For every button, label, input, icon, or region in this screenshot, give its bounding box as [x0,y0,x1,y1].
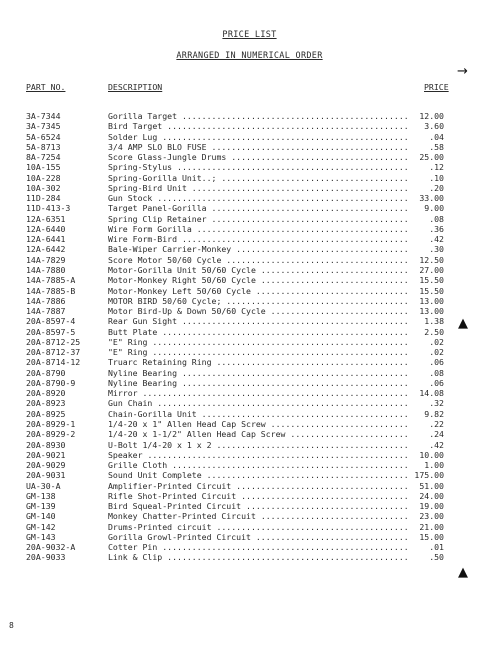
part-price: .06 [429,357,444,368]
part-description: Monkey Chatter-Printed Circuit ..... [108,511,410,521]
part-description: Motor-Monkey Right 50/60 Cycle ..... [108,275,410,285]
part-number: 20A-8920 [26,388,66,399]
part-description: Gun Chain ..... [108,398,410,408]
part-description: Speaker ..... [108,450,410,460]
part-number: GM-139 [26,501,56,512]
part-description: Nyline Bearing ..... [108,368,410,378]
part-description: U-Bolt 1/4-20 x 1 x 2 ..... [108,440,410,450]
part-price: 13.00 [419,295,444,306]
table-row [0,193,499,203]
part-number: 20A-8923 [26,398,66,409]
part-price: .01 [429,542,444,553]
part-number: 12A-6441 [26,234,66,245]
part-price: 9.00 [424,203,444,214]
part-description: Drums-Printed circuit ..... [108,522,410,532]
part-description: Butt Plate ..... [108,327,410,337]
part-price: 15.00 [419,531,444,542]
column-header-description: DESCRIPTION [108,82,163,92]
table-row [0,357,499,367]
table-row [0,224,499,234]
part-description: MOTOR BIRD 50/60 Cycle; ..... [108,296,410,306]
part-description: 3/4 AMP SLO BLO FUSE ..... [108,142,410,152]
table-row [0,522,499,532]
part-number: 20A-8790 [26,367,66,378]
part-number: 20A-8597-4 [26,316,76,327]
part-price: 12.50 [419,254,444,265]
table-row [0,440,499,450]
part-number: 20A-8597-5 [26,326,76,337]
part-price: .22 [429,418,444,429]
binder-hole-mark-middle: ▲ [458,316,468,331]
part-number: 11D-284 [26,193,61,204]
table-row [0,378,499,388]
part-price: .10 [429,172,444,183]
part-description: Rear Gun Sight ..... [108,316,410,326]
part-price: .04 [429,131,444,142]
part-description: Truarc Retaining Ring ..... [108,357,410,367]
price-table [0,111,499,563]
part-price: .02 [429,347,444,358]
part-description: "E" Ring ..... [108,337,410,347]
table-row [0,460,499,470]
table-row [0,327,499,337]
part-price: .24 [429,429,444,440]
part-description: Gun Stock ..... [108,193,410,203]
table-row [0,409,499,419]
table-row [0,183,499,193]
table-row [0,542,499,552]
page-number: 8 [9,621,14,630]
part-number: 3A-7344 [26,111,61,121]
table-row [0,152,499,162]
part-price: 23.00 [419,511,444,522]
part-description: Cotter Pin ..... [108,542,410,552]
part-number: 20A-9032-A [26,542,76,553]
part-price: .08 [429,213,444,224]
part-price: 24.00 [419,490,444,501]
table-row [0,532,499,542]
part-price: 25.00 [419,152,444,163]
part-description: Score Glass-Jungle Drums ..... [108,152,410,162]
part-number: 20A-8925 [26,408,66,419]
part-number: 5A-6524 [26,131,61,142]
part-price: 33.00 [419,193,444,204]
part-description: Grille Cloth ..... [108,460,410,470]
part-price: .58 [429,141,444,152]
part-description: Target Panel-Gorilla ..... [108,203,410,213]
part-description: "E" Ring ..... [108,347,410,357]
part-price: 175.00 [414,470,444,481]
page-title: PRICE LIST [222,30,277,40]
part-description: Wire Form Gorilla ..... [108,224,410,234]
part-price: .02 [429,336,444,347]
part-number: 20A-8790-9 [26,377,76,388]
part-price: .06 [429,377,444,388]
table-row [0,398,499,408]
part-price: 10.00 [419,449,444,460]
table-row [0,347,499,357]
part-number: 10A-302 [26,182,61,193]
part-number: 8A-7254 [26,152,61,163]
part-number: GM-138 [26,490,56,501]
table-row [0,419,499,429]
part-description: Mirror ..... [108,388,410,398]
part-price: .08 [429,367,444,378]
part-number: 20A-8712-37 [26,347,81,358]
part-price: .36 [429,223,444,234]
page-subtitle: ARRANGED IN NUMERICAL ORDER [176,51,323,61]
part-price: 12.00 [419,111,444,121]
part-number: 10A-228 [26,172,61,183]
table-row [0,203,499,213]
table-row [0,306,499,316]
table-row [0,286,499,296]
part-number: GM-143 [26,531,56,542]
part-description: Chain-Gorilla Unit ..... [108,409,410,419]
table-row [0,255,499,265]
part-price: 1.38 [424,316,444,327]
part-price: 21.00 [419,521,444,532]
part-number: 5A-8713 [26,141,61,152]
part-number: 10A-155 [26,162,61,173]
part-description: Rifle Shot-Printed Circuit ..... [108,491,410,501]
part-price: 14.08 [419,388,444,399]
part-price: 3.60 [424,121,444,132]
part-description: Solder Lug ..... [108,132,410,142]
part-number: 20A-8929-2 [26,429,76,440]
part-description: Motor Bird-Up & Down 50/60 Cycle ..... [108,306,410,316]
part-description: Spring-Gorilla Unit..; ..... [108,173,410,183]
part-number: 14A-7886 [26,295,66,306]
part-description: Link & Clip ..... [108,552,410,562]
part-price: 9.82 [424,408,444,419]
part-number: 14A-7885-A [26,275,76,286]
table-row [0,244,499,254]
table-row [0,481,499,491]
column-header-part: PART NO. [26,82,66,92]
part-number: 20A-8930 [26,439,66,450]
table-row [0,337,499,347]
part-number: 20A-9021 [26,449,66,460]
part-number: GM-140 [26,511,56,522]
part-description: Motor-Monkey Left 50/60 Cycle ..... [108,286,410,296]
part-number: 12A-6440 [26,223,66,234]
table-row [0,111,499,121]
table-row [0,121,499,131]
part-number: GM-142 [26,521,56,532]
part-price: .30 [429,244,444,255]
part-price: 27.00 [419,264,444,275]
part-description: Gorilla Growl-Printed Circuit ..... [108,532,410,542]
part-price: 19.00 [419,501,444,512]
part-description: Bird Squeal-Printed Circuit ..... [108,501,410,511]
part-number: 14A-7885-B [26,285,76,296]
part-description: Wire Form-Bird ..... [108,234,410,244]
part-price: .32 [429,398,444,409]
part-description: Spring-Stylus ..... [108,162,410,172]
part-number: 20A-9029 [26,460,66,471]
table-row [0,388,499,398]
table-row [0,501,499,511]
part-number: 20A-9031 [26,470,66,481]
table-row [0,552,499,562]
table-row [0,296,499,306]
column-header-price: PRICE [424,82,449,92]
part-description: Score Motor 50/60 Cycle ..... [108,255,410,265]
part-price: .20 [429,182,444,193]
table-row [0,275,499,285]
part-description: Gorilla Target ..... [108,111,410,121]
part-number: 14A-7887 [26,306,66,317]
part-price: .12 [429,162,444,173]
part-number: UA-30-A [26,480,61,491]
part-number: 20A-9033 [26,552,66,563]
part-number: 3A-7345 [26,121,61,132]
table-row [0,132,499,142]
part-number: 20A-8929-1 [26,418,76,429]
part-price: .50 [429,552,444,563]
part-price: 13.00 [419,306,444,317]
table-row [0,368,499,378]
part-description: 1/4-20 x 1" Allen Head Cap Screw ..... [108,419,410,429]
part-description: Spring Clip Retainer ..... [108,214,410,224]
table-row [0,491,499,501]
table-row [0,234,499,244]
part-description: Nyline Bearing ..... [108,378,410,388]
table-row [0,214,499,224]
part-price: 1.00 [424,460,444,471]
part-price: .42 [429,439,444,450]
table-row [0,511,499,521]
binder-hole-mark-bottom: ▲ [458,565,468,580]
part-number: 11D-413-3 [26,203,71,214]
binder-hole-mark-top: → [457,64,468,79]
table-row [0,142,499,152]
part-number: 14A-7829 [26,254,66,265]
part-description: Bale-Wiper Carrier-Monkey ..... [108,244,410,254]
part-price: 51.00 [419,480,444,491]
table-row [0,450,499,460]
part-description: Sound Unit Complete ..... [108,470,410,480]
table-row [0,162,499,172]
part-price: .42 [429,234,444,245]
part-number: 12A-6442 [26,244,66,255]
table-row [0,470,499,480]
part-description: 1/4-20 x 1-1/2" Allen Head Cap Screw ..... [108,429,410,439]
part-number: 12A-6351 [26,213,66,224]
part-price: 15.50 [419,285,444,296]
part-description: Amplifier-Printed Circuit ..... [108,481,410,491]
part-number: 14A-7880 [26,264,66,275]
part-description: Spring-Bird Unit ..... [108,183,410,193]
table-row [0,265,499,275]
part-price: 15.50 [419,275,444,286]
part-description: Motor-Gorilla Unit 50/60 Cycle ..... [108,265,410,275]
part-description: Bird Target ..... [108,121,410,131]
part-price: 2.50 [424,326,444,337]
table-row [0,316,499,326]
part-number: 20A-8714-12 [26,357,81,368]
table-row [0,429,499,439]
part-number: 20A-8712-25 [26,336,81,347]
table-row [0,173,499,183]
